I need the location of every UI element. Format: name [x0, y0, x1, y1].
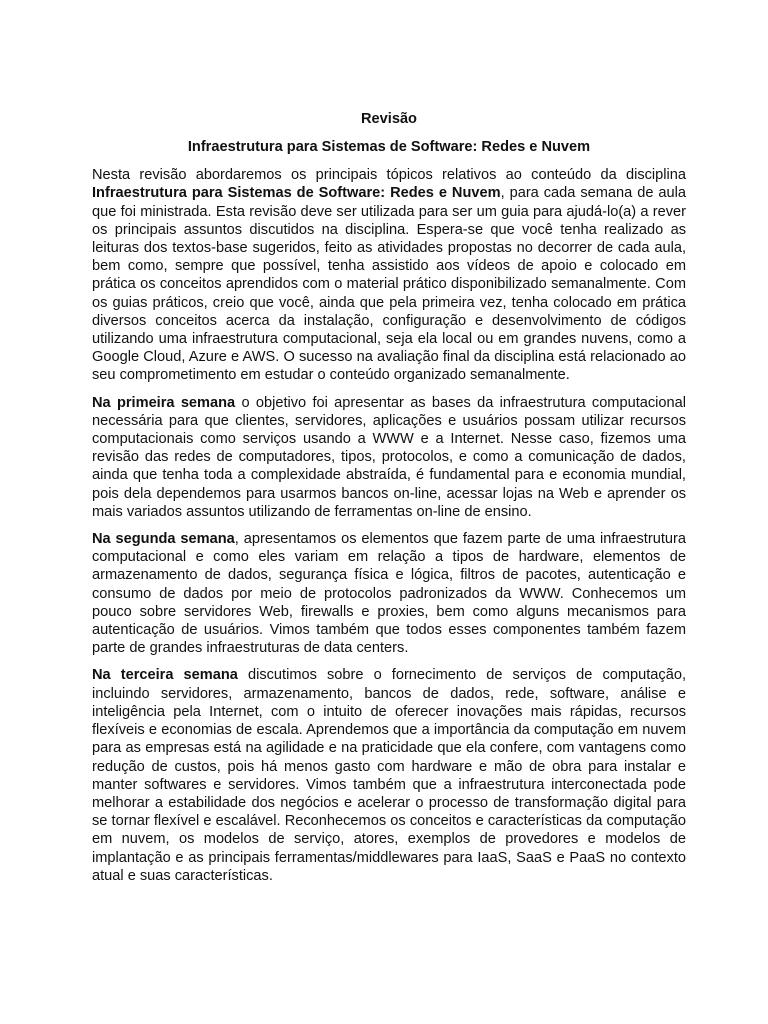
document-page: [92, 110, 686, 894]
week1-text: o objetivo foi apresentar as bases da infraestrutura computacional necessária para que clientes, servidores, aplicações e usuários possam utilizar recursos computacionais como serviços usando a WWW e a Internet. Nesse caso, fizemos uma revisão das redes de computadores, tipos, protocolos, e como a comunicação de dados, ainda que tenha toda a complexidade abstraída, é fundamental para e economia mundial, pois dela dependemos para usarmos bancos on-line, acessar lojas na Web e aprender os mais variados assuntos utilizando de ferramentas on-line de ensino.: [92, 394, 686, 520]
week2-paragraph: [92, 530, 686, 657]
week3-heading: Na terceira semana: [92, 667, 238, 684]
week3-text: discutimos sobre o fornecimento de serviços de computação, incluindo servidores, armazenamento, bancos de dados, rede, software, análise e inteligência pela Internet, com o intuito de oferecer inovações mais rápidas, recursos flexíveis e economias de escala. Aprendemos que a importância da computação em nuvem para as empresas está na agilidade e na praticidade que ela confere, com vantagens como redução de custos, pois há menos gasto com hardware e mão de obra para instalar e manter softwares e servidores. Vimos também que a infraestrutura interconectada pode melhorar a estabilidade dos negócios e acelerar o processo de transformação digital para se tornar flexível e escalável. Reconhecemos os conceitos e características da computação em nuvem, os modelos de serviço, atores, exemplos de provedores e modelos de implantação e as principais ferramentas/middlewares para IaaS, SaaS e PaaS no contexto atual e suas características.: [92, 667, 686, 884]
intro-text-after: , para cada semana de aula que foi ministrada. Esta revisão deve ser utilizada para ser um guia para ajudá-lo(a) a rever os principais assuntos discutidos na disciplina. Espera-se que você tenha realizado as leituras dos textos-base sugeridos, feito as atividades propostas no decorrer de cada aula, bem como, sempre que possível, tenha assistido aos vídeos de apoio e colocado em prática os conceitos aprendidos com o material prático disponibilizado semanalmente. Com os guias práticos, creio que você, ainda que pela primeira vez, tenha colocado em prática diversos conceitos acerca da instalação, configuração e desenvolvimento de códigos utilizando uma infraestrutura computacional, seja ela local ou em grandes nuvens, como a Google Cloud, Azure e AWS. O sucesso na avaliação final da disciplina está relacionado ao seu comprometimento em estudar o conteúdo organizado semanalmente.: [92, 185, 686, 384]
week1-paragraph: [92, 394, 686, 521]
week1-heading: Na primeira semana: [92, 394, 236, 411]
intro-course-name: Infraestrutura para Sistemas de Software: Redes e Nuvem: [92, 185, 501, 202]
week3-paragraph: [92, 666, 686, 884]
intro-text-before: Nesta revisão abordaremos os principais tópicos relativos ao conteúdo da disciplina: [92, 167, 686, 184]
document-title: Revisão: [361, 111, 417, 127]
week2-heading: Na segunda semana: [92, 531, 235, 548]
document-subtitle: Infraestrutura para Sistemas de Software: Redes e Nuvem: [187, 139, 591, 155]
week2-text: , apresentamos os elementos que fazem parte de uma infraestrutura computacional e como eles variam em relação a tipos de hardware, elementos de armazenamento de dados, segurança física e lógica, filtros de pacotes, autenticação e consumo de dados por meio de protocolos padronizados da WWW. Conhecemos um pouco sobre servidores Web, firewalls e proxies, bem como alguns mecanismos para autenticação de usuários. Vimos também que todos esses componentes também fazem parte de grandes infraestruturas de data centers.: [92, 531, 686, 657]
intro-paragraph: [92, 166, 686, 384]
